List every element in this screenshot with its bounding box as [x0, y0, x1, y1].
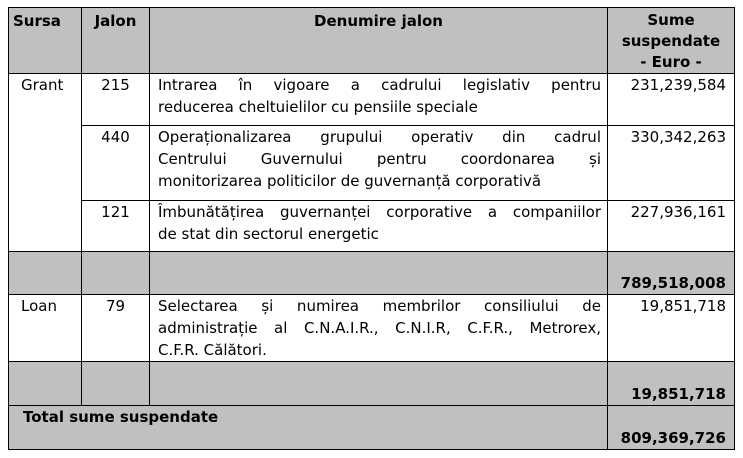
header-sume-line-2: suspendate — [621, 32, 721, 50]
header-sume-line-3: - Euro - — [640, 53, 702, 71]
amount-cell: 231,239,584 — [608, 74, 735, 126]
header-sume-line-1: Sume — [647, 11, 695, 29]
description-line: Intrarea în vigoare a cadrului legislativ pentru — [158, 76, 601, 94]
description-line: Îmbunătățirea guvernanței corporative a companiilor — [158, 203, 601, 221]
milestone-description — [150, 201, 608, 252]
total-label: Total sume suspendate — [9, 406, 608, 450]
subtotal-row-grant — [9, 252, 735, 295]
subtotal-loan: 19,851,718 — [608, 362, 735, 406]
amount-cell: 330,342,263 — [608, 126, 735, 201]
description-line: monitorizarea politicilor de guvernanță corporativă — [158, 172, 542, 190]
description-line: reducerea cheltuielilor cu pensiile speciale — [158, 98, 478, 116]
suspended-milestones-table — [8, 7, 735, 450]
jalon-cell: 121 — [82, 201, 150, 252]
subtotal-empty-cell — [9, 252, 82, 295]
description-line: Centrului Guvernului pentru coordonarea și — [158, 150, 601, 168]
subtotal-row-loan — [9, 362, 735, 406]
header-jalon: Jalon — [82, 8, 150, 74]
total-amount: 809,369,726 — [608, 406, 735, 450]
table-row — [9, 295, 735, 362]
amount-cell: 227,936,161 — [608, 201, 735, 252]
source-cell-grant: Grant — [9, 74, 82, 252]
source-cell-loan: Loan — [9, 295, 82, 362]
description-line: Operaționalizarea grupului operativ din cadrul — [158, 128, 601, 146]
table-row — [9, 126, 735, 201]
jalon-cell: 79 — [82, 295, 150, 362]
jalon-cell: 440 — [82, 126, 150, 201]
table-header-row — [9, 8, 735, 74]
milestone-description — [150, 74, 608, 126]
subtotal-empty-cell — [150, 252, 608, 295]
header-sursa: Sursa — [9, 8, 82, 74]
milestone-description — [150, 126, 608, 201]
subtotal-empty-cell — [82, 252, 150, 295]
jalon-cell: 215 — [82, 74, 150, 126]
subtotal-empty-cell — [9, 362, 82, 406]
amount-cell: 19,851,718 — [608, 295, 735, 362]
subtotal-grant: 789,518,008 — [608, 252, 735, 295]
header-sume-suspendate — [608, 8, 735, 74]
description-line: de stat din sectorul energetic — [158, 225, 379, 243]
table-row — [9, 74, 735, 126]
total-row — [9, 406, 735, 450]
header-denumire-jalon: Denumire jalon — [150, 8, 608, 74]
description-line: Selectarea și numirea membrilor consiliului de — [158, 297, 601, 315]
description-line: administrație al C.N.A.I.R., C.N.I.R, C.F.R., Metrorex, — [158, 319, 601, 337]
subtotal-empty-cell — [82, 362, 150, 406]
table-row — [9, 201, 735, 252]
subtotal-empty-cell — [150, 362, 608, 406]
description-line: C.F.R. Călători. — [158, 341, 267, 359]
milestone-description — [150, 295, 608, 362]
